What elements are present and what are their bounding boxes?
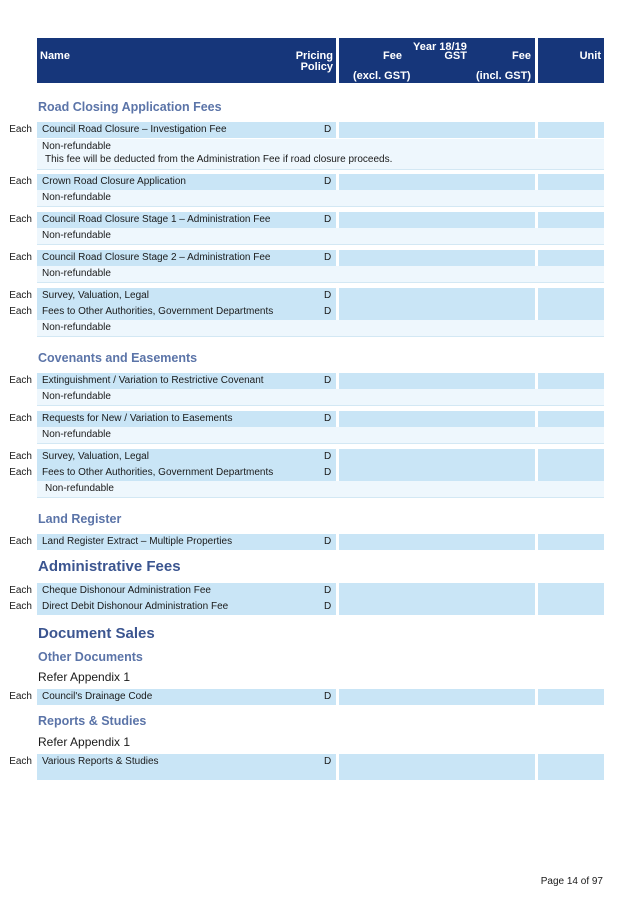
row-unit: Each bbox=[9, 214, 32, 225]
row-unit: Each bbox=[9, 306, 32, 317]
row-unit: Each bbox=[9, 451, 32, 462]
row-note bbox=[37, 266, 604, 283]
row-policy: D bbox=[324, 467, 332, 478]
row-unit: Each bbox=[9, 375, 32, 386]
row-name: Council Road Closure Stage 2 – Administration Fee bbox=[42, 252, 271, 263]
note-line-2: This fee will be deducted from the Administration Fee if road closure proceeds. bbox=[45, 154, 393, 165]
row-unit: Each bbox=[9, 756, 32, 767]
row-name: Council Road Closure – Investigation Fee bbox=[42, 124, 227, 135]
section-road-closing: Road Closing Application Fees bbox=[38, 100, 222, 114]
row-name: Fees to Other Authorities, Government Departments bbox=[42, 467, 274, 478]
section-other-documents: Other Documents bbox=[38, 650, 143, 664]
row-note bbox=[37, 427, 604, 444]
row-name: Extinguishment / Variation to Restrictive Covenant bbox=[42, 375, 264, 386]
header-excl-gst: (excl. GST) bbox=[353, 70, 411, 82]
row-policy: D bbox=[324, 536, 332, 547]
note-line: Non-refundable bbox=[42, 192, 111, 203]
row-unit: Each bbox=[9, 536, 32, 547]
header-year: Year 18/19 bbox=[413, 41, 467, 53]
row-policy: D bbox=[324, 252, 332, 263]
row-unit: Each bbox=[9, 176, 32, 187]
note-line: Non-refundable bbox=[45, 483, 114, 494]
row-name: Direct Debit Dishonour Administration Fee bbox=[42, 601, 229, 612]
refer-appendix-1: Refer Appendix 1 bbox=[38, 670, 131, 684]
note-line: Non-refundable bbox=[42, 268, 111, 279]
header-name: Name bbox=[40, 50, 70, 62]
row-unit: Each bbox=[9, 252, 32, 263]
row-policy: D bbox=[324, 375, 332, 386]
header-fee-incl: Fee bbox=[512, 50, 531, 62]
header-fee: Fee bbox=[383, 50, 402, 62]
row-name: Council's Drainage Code bbox=[42, 691, 153, 702]
section-reports-studies: Reports & Studies bbox=[38, 714, 147, 728]
header-name-cell bbox=[37, 38, 336, 83]
row-name: Requests for New / Variation to Easements bbox=[42, 413, 233, 424]
refer-appendix-2: Refer Appendix 1 bbox=[38, 735, 131, 749]
section-document-sales: Document Sales bbox=[38, 625, 155, 642]
row-name: Survey, Valuation, Legal bbox=[42, 290, 149, 301]
row-unit: Each bbox=[9, 585, 32, 596]
row-policy: D bbox=[324, 451, 332, 462]
row-note bbox=[37, 320, 604, 337]
row-policy: D bbox=[324, 214, 332, 225]
row-policy: D bbox=[324, 306, 332, 317]
header-gst: GST bbox=[444, 50, 467, 62]
header-unit: Unit bbox=[579, 50, 601, 62]
row-policy: D bbox=[324, 601, 332, 612]
section-administrative: Administrative Fees bbox=[38, 558, 181, 575]
row-unit: Each bbox=[9, 413, 32, 424]
row-policy: D bbox=[324, 124, 332, 135]
row-unit: Each bbox=[9, 124, 32, 135]
section-covenants: Covenants and Easements bbox=[38, 351, 198, 365]
row-unit: Each bbox=[9, 691, 32, 702]
row-policy: D bbox=[324, 290, 332, 301]
row-name: Survey, Valuation, Legal bbox=[42, 451, 149, 462]
note-line: Non-refundable bbox=[42, 429, 111, 440]
row-name: Cheque Dishonour Administration Fee bbox=[42, 585, 211, 596]
row-unit: Each bbox=[9, 467, 32, 478]
row-policy: D bbox=[324, 756, 332, 767]
header-fees-cell bbox=[339, 38, 535, 83]
row-policy: D bbox=[324, 585, 332, 596]
page-number: Page 14 of 97 bbox=[540, 876, 603, 887]
row-policy: D bbox=[324, 176, 332, 187]
row-policy: D bbox=[324, 413, 332, 424]
header-pricing: Pricing bbox=[295, 50, 333, 62]
row-name: Council Road Closure Stage 1 – Administration Fee bbox=[42, 214, 271, 225]
row-note bbox=[37, 481, 604, 498]
row-name: Fees to Other Authorities, Government Departments bbox=[42, 306, 274, 317]
row-note bbox=[37, 228, 604, 245]
header-unit-cell bbox=[538, 38, 604, 83]
header-policy: Policy bbox=[300, 61, 333, 73]
note-line: Non-refundable bbox=[42, 141, 111, 152]
section-land-register: Land Register bbox=[38, 512, 122, 526]
row-name: Various Reports & Studies bbox=[42, 756, 159, 767]
note-line: Non-refundable bbox=[42, 391, 111, 402]
note-line: Non-refundable bbox=[42, 322, 111, 333]
row-unit: Each bbox=[9, 290, 32, 301]
row-policy: D bbox=[324, 691, 332, 702]
row-name: Land Register Extract – Multiple Properties bbox=[42, 536, 233, 547]
row-note bbox=[37, 190, 604, 207]
row-name: Crown Road Closure Application bbox=[42, 176, 186, 187]
note-line: Non-refundable bbox=[42, 230, 111, 241]
row-unit: Each bbox=[9, 601, 32, 612]
row-note bbox=[37, 139, 604, 170]
header-incl-gst: (incl. GST) bbox=[476, 70, 531, 82]
row-note bbox=[37, 389, 604, 406]
